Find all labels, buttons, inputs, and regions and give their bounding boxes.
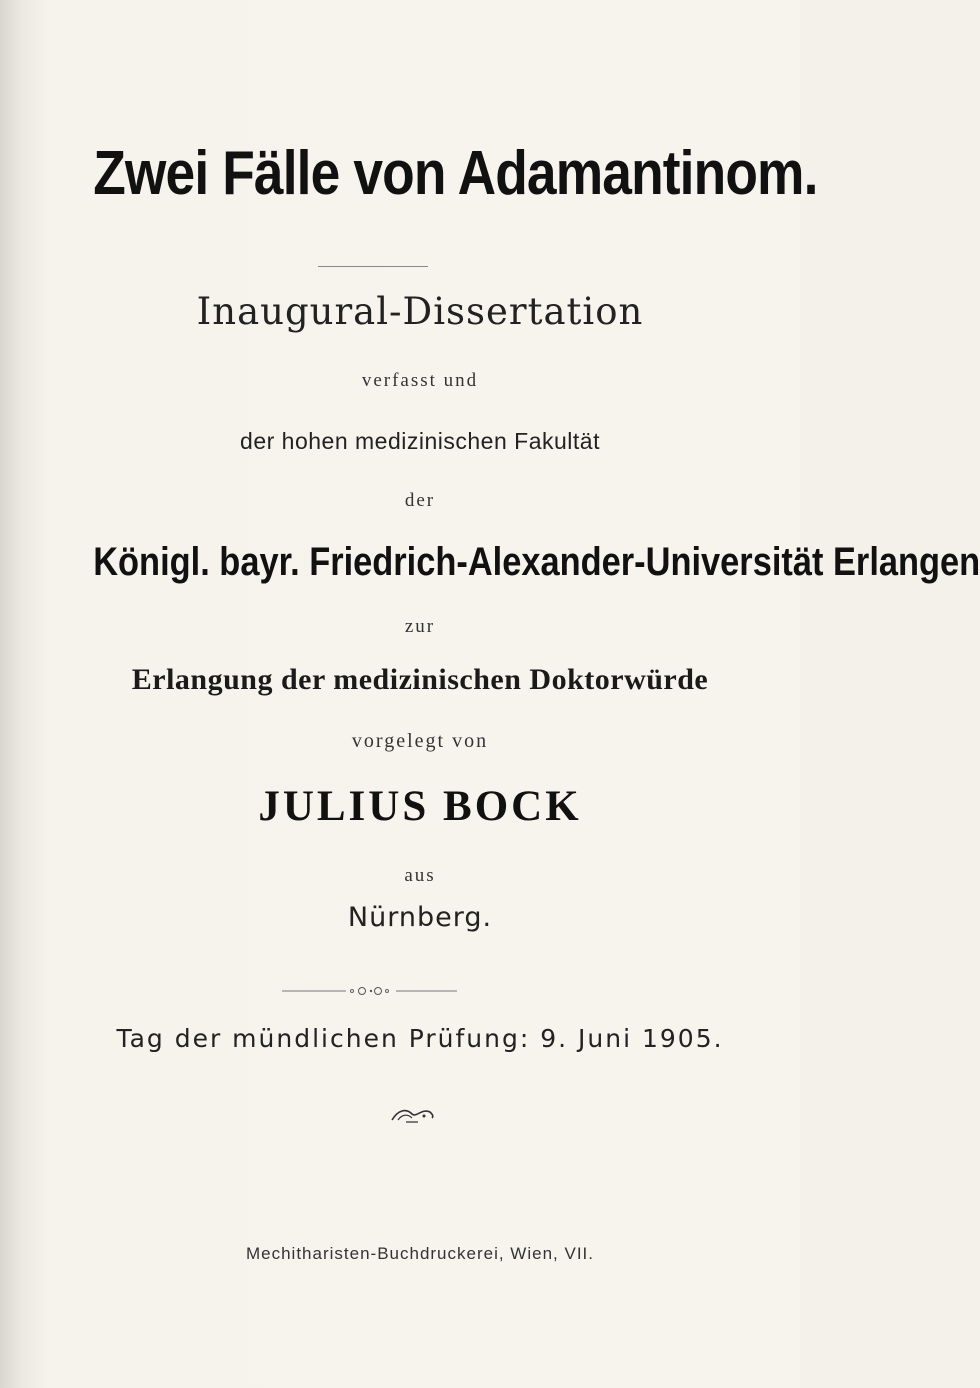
printer-vignette-icon xyxy=(388,1104,436,1126)
author-city: Nürnberg. xyxy=(347,902,493,933)
purpose-line: Erlangung der medizinischen Doktorwürde xyxy=(131,663,709,696)
university-name: Königl. bayr. Friedrich-Alexander-Universität Erlangen xyxy=(93,540,980,584)
dissertation-heading: Inaugural-Dissertation xyxy=(196,290,644,333)
presented-by-line: vorgelegt von xyxy=(351,730,489,752)
zur-line: zur xyxy=(404,616,436,637)
exam-date-line: Tag der mündlichen Prüfung: 9. Juni 1905. xyxy=(116,1024,724,1053)
title-divider xyxy=(318,266,428,267)
faculty-line: der hohen medizinischen Fakultät xyxy=(240,428,600,454)
der-line: der xyxy=(404,490,436,511)
ornamental-divider xyxy=(282,984,457,998)
printer-imprint: Mechitharisten-Buchdruckerei, Wien, VII. xyxy=(245,1244,594,1263)
verfasst-line: verfasst und xyxy=(361,370,479,391)
thesis-title: Zwei Fälle von Adamantinom. xyxy=(93,139,818,208)
author-name: JULIUS BOCK xyxy=(258,783,582,830)
aus-line: aus xyxy=(404,865,436,886)
